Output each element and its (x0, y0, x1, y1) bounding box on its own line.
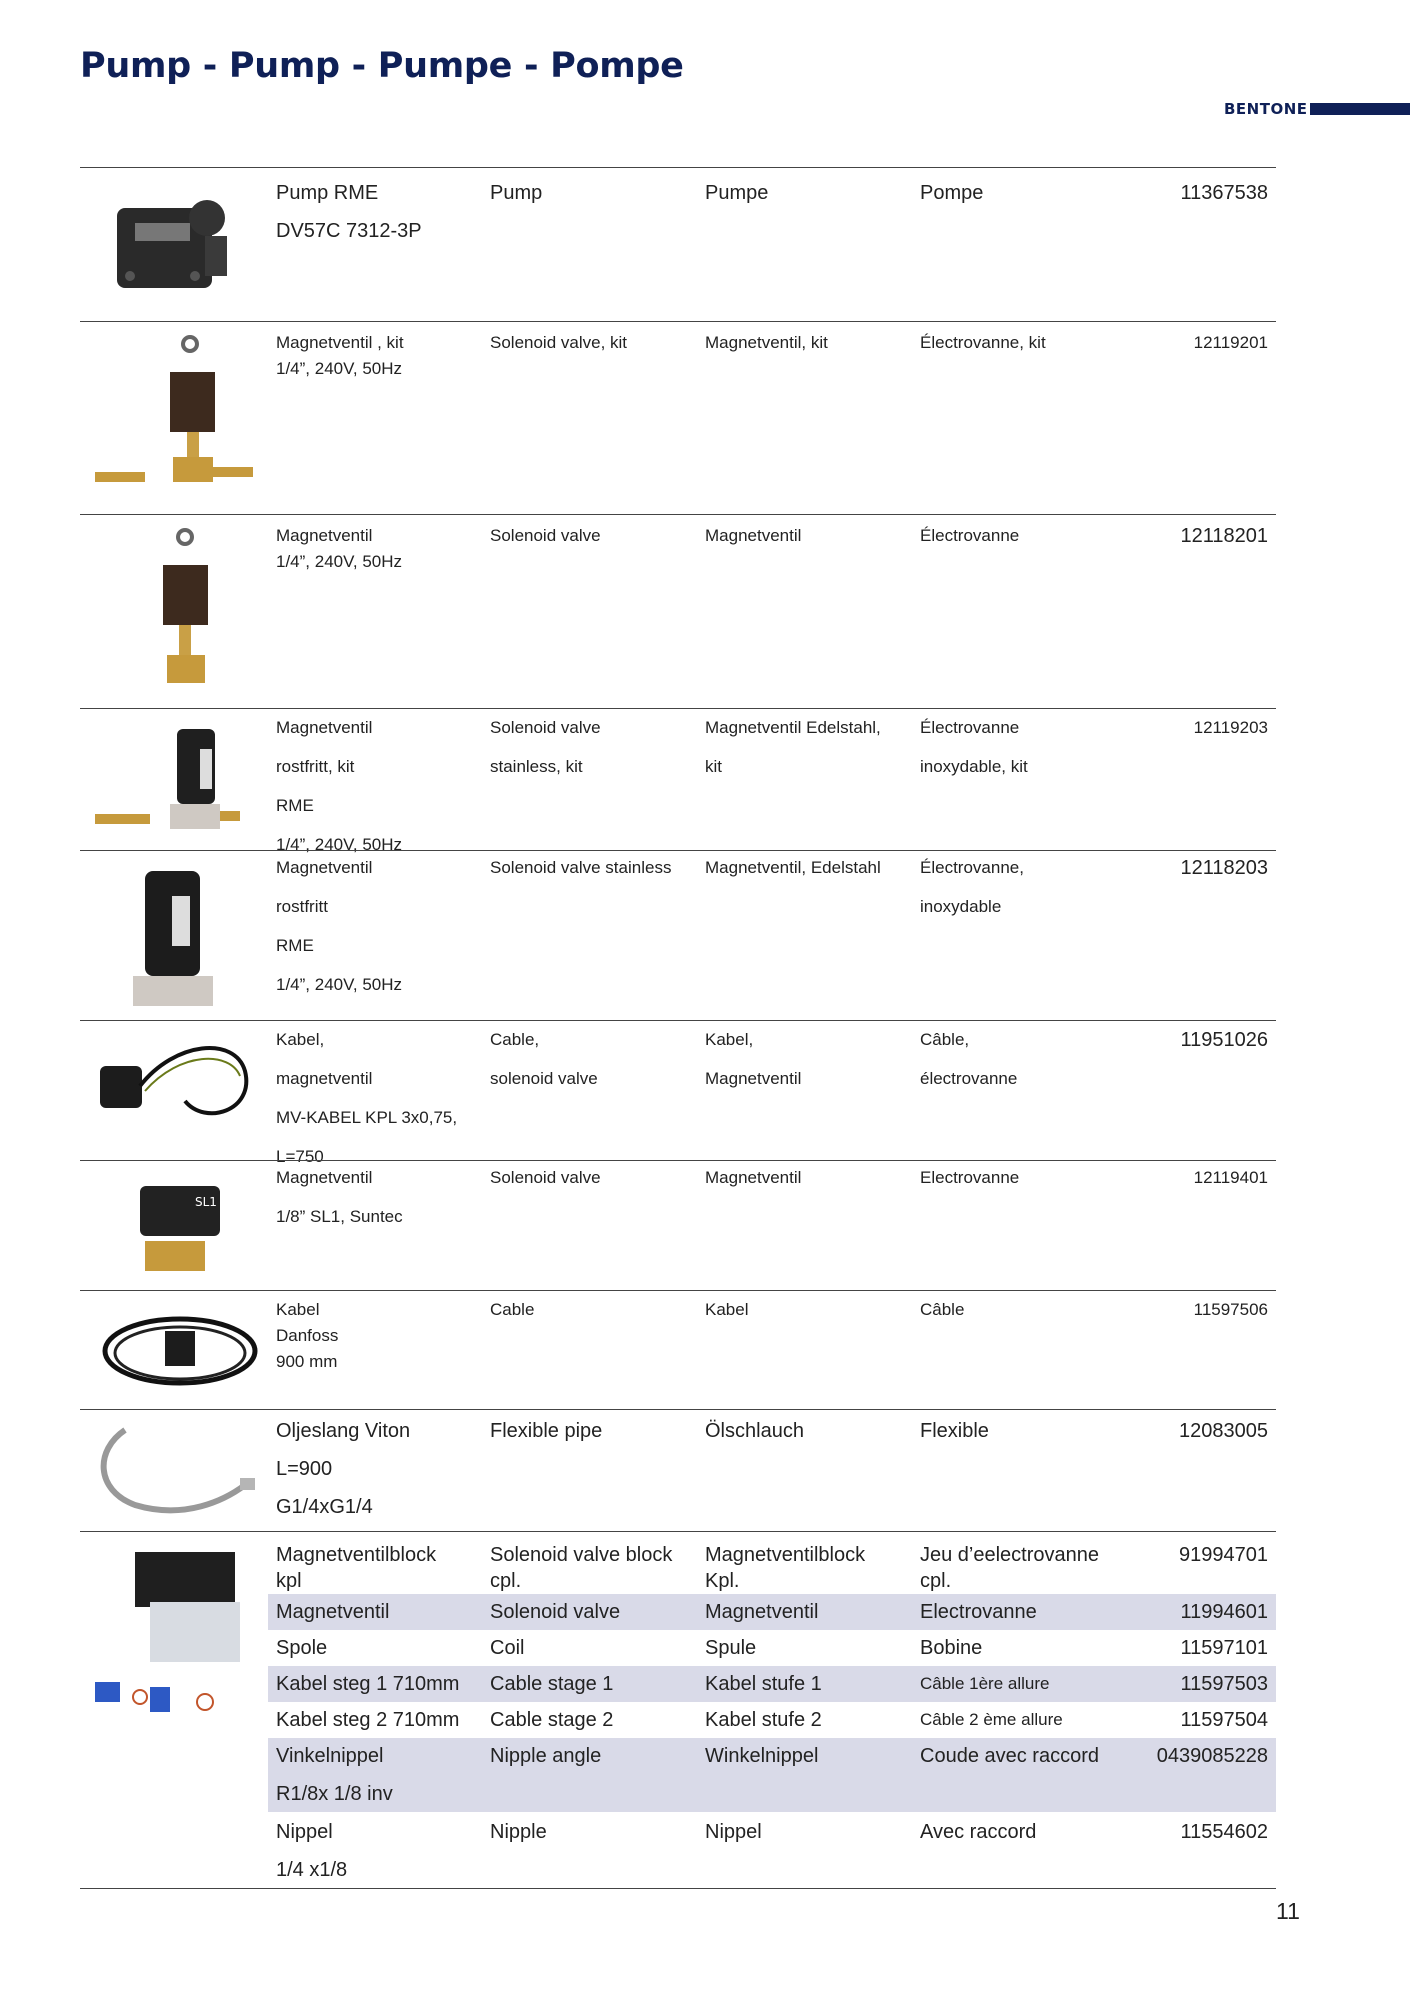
sub-row (268, 1666, 1276, 1702)
cell-text: Électrovanne (920, 526, 1020, 545)
cell-text: Magnetventil (276, 1601, 390, 1623)
pump-icon (80, 168, 270, 321)
cell-text: Spole (276, 1637, 328, 1659)
part-number: 91994701 (1179, 1544, 1268, 1566)
cell-text: Câble 2 ème allure (920, 1710, 1063, 1729)
cell-text: Magnetventil (705, 1069, 802, 1088)
stainless-valve-kit-icon (80, 709, 270, 850)
cell-text: Kabel steg 1 710mm (276, 1673, 460, 1695)
sub-row (268, 1702, 1276, 1738)
cell-text: Magnetventilblock (276, 1544, 437, 1566)
part-number: 11554602 (1180, 1821, 1268, 1843)
cell-c2 (490, 523, 700, 549)
cell-text: MV-KABEL KPL 3x0,75, (276, 1108, 458, 1127)
cell-c3 (705, 715, 915, 780)
part-number: 11994601 (1180, 1601, 1268, 1623)
part-number: 12119203 (1193, 718, 1268, 737)
flexible-pipe-icon (80, 1410, 270, 1531)
cell-c4 (920, 1599, 1140, 1625)
cell-text: Danfoss (276, 1326, 339, 1345)
cell-text: Magnetventilblock (705, 1544, 866, 1566)
page-title: Pump - Pump - Pumpe - Pompe (80, 46, 684, 86)
cell-text: Coil (490, 1637, 525, 1659)
cell-text: Jeu d’eelectrovanne (920, 1544, 1100, 1566)
cell-text: Magnetventil (705, 1601, 819, 1623)
cell-text: Solenoid valve block (490, 1544, 673, 1566)
cell-text: Solenoid valve (490, 1601, 621, 1623)
sub-row (268, 1594, 1276, 1630)
cell-c3 (705, 523, 915, 549)
svg-text:SL1: SL1 (195, 1195, 217, 1209)
cell-text: Oljeslang Viton (276, 1420, 411, 1442)
cell-c3 (705, 180, 915, 206)
cell-text: Magnetventil (276, 858, 373, 877)
cell-text: Solenoid valve (490, 526, 601, 545)
cell-c2 (490, 1671, 700, 1697)
cell-text: Pump (490, 182, 543, 204)
cell-text: électrovanne (920, 1069, 1018, 1088)
cell-c2 (490, 1635, 700, 1661)
part-number: 11597503 (1180, 1673, 1268, 1695)
cell-text: G1/4xG1/4 (276, 1496, 373, 1518)
cell-text: Câble 1ère allure (920, 1674, 1050, 1693)
cell-c1 (276, 855, 486, 998)
part-number: 11367538 (1180, 182, 1268, 204)
cell-text: Kabel (705, 1300, 749, 1319)
cell-text: Kabel, (276, 1030, 325, 1049)
cell-c4 (920, 1819, 1140, 1845)
cell-text: 900 mm (276, 1352, 338, 1371)
cell-c4 (920, 180, 1140, 206)
cell-text: Kabel stufe 2 (705, 1709, 822, 1731)
cell-text: RME (276, 936, 314, 955)
cell-text: Bobine (920, 1637, 983, 1659)
cell-c1 (276, 180, 486, 244)
cell-text: Câble (920, 1300, 965, 1319)
cell-text: Flexible (920, 1420, 989, 1442)
stainless-valve-icon (80, 851, 270, 1020)
cell-text: 1/4”, 240V, 50Hz (276, 975, 403, 994)
sub-row (268, 1738, 1276, 1812)
table-row (80, 1290, 1276, 1409)
cell-c4 (920, 1671, 1140, 1697)
cell-text: rostfritt (276, 897, 328, 916)
cell-c1 (276, 1819, 486, 1883)
cell-text: Winkelnippel (705, 1745, 819, 1767)
cell-text: Electrovanne (920, 1601, 1037, 1623)
cell-c3 (705, 1743, 915, 1769)
cell-text: stainless, kit (490, 757, 583, 776)
cell-c1 (276, 523, 486, 575)
cell-text: Magnetventil, Edelstahl (705, 858, 881, 877)
cell-text: Nipple (490, 1821, 547, 1843)
sub-row (268, 1814, 1276, 1888)
cell-c4 (920, 1418, 1140, 1444)
cell-c2 (490, 1297, 700, 1323)
table-row-valve-block (80, 1531, 1276, 1889)
cell-c4 (920, 855, 1140, 920)
cell-text: Câble, (920, 1030, 970, 1049)
cell-text: Pump RME (276, 182, 379, 204)
table-row (80, 321, 1276, 514)
cell-text: L=750 (276, 1147, 324, 1166)
cell-text: Coude avec raccord (920, 1745, 1099, 1767)
cell-text: Cable stage 2 (490, 1709, 614, 1731)
part-number: 12119401 (1193, 1168, 1268, 1187)
table-row (80, 1409, 1276, 1531)
cell-text: Magnetventil , kit (276, 333, 404, 352)
cell-text: 1/4 x1/8 (276, 1859, 348, 1881)
table-row (80, 708, 1276, 854)
cell-c3 (705, 1635, 915, 1661)
cell-c4 (920, 715, 1140, 780)
part-number: 12118201 (1180, 525, 1268, 547)
cell-text: Pumpe (705, 182, 769, 204)
cell-c3 (705, 1542, 915, 1594)
cell-text: inoxydable (920, 897, 1002, 916)
cell-c3 (705, 1819, 915, 1845)
part-number: 11597506 (1193, 1300, 1268, 1319)
cell-text: 1/8” SL1, Suntec (276, 1207, 403, 1226)
cell-c1 (276, 1671, 486, 1697)
cell-text: Magnetventil (705, 1168, 802, 1187)
part-number: 11951026 (1180, 1029, 1268, 1051)
table-row (80, 850, 1276, 1020)
cell-text: Spule (705, 1637, 757, 1659)
cell-text: magnetventil (276, 1069, 373, 1088)
cell-c4 (920, 1635, 1140, 1661)
cell-c4 (920, 1165, 1140, 1191)
cell-c3 (705, 1165, 915, 1191)
cell-text: 1/4”, 240V, 50Hz (276, 359, 403, 378)
cell-c2 (490, 1707, 700, 1733)
cell-text: L=900 (276, 1458, 333, 1480)
cell-text: 1/4”, 240V, 50Hz (276, 552, 403, 571)
solenoid-valve-icon (80, 515, 270, 708)
cell-c4 (920, 1027, 1140, 1092)
cell-c1 (276, 330, 486, 382)
cell-text: cpl. (920, 1570, 952, 1592)
cell-c3 (705, 1027, 915, 1092)
cell-c1 (276, 1297, 486, 1375)
suntec-valve-icon (80, 1161, 270, 1290)
cell-text: Kabel (276, 1300, 320, 1319)
page-number: 11 (1276, 1898, 1300, 1924)
cell-text: Nipple angle (490, 1745, 602, 1767)
parts-table (80, 167, 1276, 1889)
cell-c4 (920, 1297, 1140, 1323)
cell-text: Magnetventil (705, 526, 802, 545)
cell-text: Vinkelnippel (276, 1745, 384, 1767)
cell-c1 (276, 1635, 486, 1661)
brand-bar (1310, 103, 1410, 115)
cell-c1 (276, 1165, 486, 1230)
cell-text: DV57C 7312-3P (276, 220, 422, 242)
brand-logo-text: BENTONE (1224, 100, 1308, 118)
cell-text: Électrovanne, kit (920, 333, 1046, 352)
cell-c3 (705, 330, 915, 356)
part-number: 12083005 (1179, 1420, 1268, 1442)
cell-text: Pompe (920, 182, 984, 204)
cell-c1 (276, 715, 486, 858)
cell-text: Electrovanne (920, 1168, 1020, 1187)
part-number: 12118203 (1180, 857, 1268, 879)
table-row (80, 514, 1276, 708)
cell-text: Cable (490, 1300, 535, 1319)
cell-text: Magnetventil (276, 1168, 373, 1187)
cell-c3 (705, 1418, 915, 1444)
cell-c2 (490, 855, 700, 881)
cell-text: Magnetventil Edelstahl, (705, 718, 881, 737)
cell-text: Solenoid valve, kit (490, 333, 628, 352)
cell-text: Solenoid valve (490, 718, 601, 737)
cell-c2 (490, 1542, 700, 1594)
cell-c3 (705, 1707, 915, 1733)
cell-c1 (276, 1542, 486, 1594)
cell-text: kpl (276, 1570, 302, 1592)
cell-c2 (490, 330, 700, 356)
cable-icon (80, 1021, 270, 1160)
cell-text: Avec raccord (920, 1821, 1037, 1843)
cell-c1 (276, 1743, 486, 1807)
cell-c1 (276, 1599, 486, 1625)
cell-c1 (276, 1418, 486, 1520)
cell-c3 (705, 1599, 915, 1625)
part-number: 11597101 (1180, 1637, 1268, 1659)
cell-text: Nippel (705, 1821, 762, 1843)
solenoid-valve-kit-icon (80, 322, 270, 514)
cell-text: cpl. (490, 1570, 522, 1592)
danfoss-cable-icon (80, 1291, 270, 1409)
cell-c4 (920, 1743, 1140, 1769)
cell-text: inoxydable, kit (920, 757, 1028, 776)
cell-text: Magnetventil, kit (705, 333, 828, 352)
cell-c2 (490, 1819, 700, 1845)
cell-text: kit (705, 757, 722, 776)
cell-text: Flexible pipe (490, 1420, 603, 1442)
table-row (80, 1160, 1276, 1290)
cell-c2 (490, 1743, 700, 1769)
valve-block-icon (80, 1532, 270, 1888)
cell-text: RME (276, 796, 314, 815)
part-number: 11597504 (1180, 1709, 1268, 1731)
cell-text: Magnetventil (276, 526, 373, 545)
cell-text: Cable, (490, 1030, 540, 1049)
sub-row (268, 1630, 1276, 1666)
cell-c3 (705, 855, 915, 881)
cell-c4 (920, 1542, 1140, 1594)
cell-text: Magnetventil (276, 718, 373, 737)
cell-c2 (490, 1027, 700, 1092)
table-row (80, 167, 1276, 321)
cell-text: Solenoid valve (490, 1168, 601, 1187)
cell-c2 (490, 180, 700, 206)
cell-c2 (490, 1165, 700, 1191)
cell-text: Électrovanne (920, 718, 1020, 737)
cell-c1 (276, 1707, 486, 1733)
cell-text: Solenoid valve stainless (490, 858, 672, 877)
part-number: 12119201 (1193, 333, 1268, 352)
cell-text: Ölschlauch (705, 1420, 804, 1442)
cell-c2 (490, 1599, 700, 1625)
table-row (80, 1020, 1276, 1166)
cell-c4 (920, 1707, 1140, 1733)
cell-c4 (920, 330, 1140, 356)
cell-text: Kabel stufe 1 (705, 1673, 822, 1695)
cell-c2 (490, 715, 700, 780)
cell-text: Cable stage 1 (490, 1673, 614, 1695)
cell-text: Kabel, (705, 1030, 754, 1049)
cell-text: 1/4”, 240V, 50Hz (276, 835, 403, 854)
cell-text: solenoid valve (490, 1069, 598, 1088)
cell-c1 (276, 1027, 486, 1170)
cell-c4 (920, 523, 1140, 549)
cell-c2 (490, 1418, 700, 1444)
cell-text: Nippel (276, 1821, 333, 1843)
cell-c3 (705, 1297, 915, 1323)
cell-text: R1/8x 1/8 inv (276, 1783, 393, 1805)
cell-c3 (705, 1671, 915, 1697)
cell-text: Électrovanne, (920, 858, 1024, 877)
part-number: 0439085228 (1156, 1745, 1268, 1767)
cell-text: Kpl. (705, 1570, 740, 1592)
cell-text: rostfritt, kit (276, 757, 355, 776)
cell-text: Kabel steg 2 710mm (276, 1709, 460, 1731)
